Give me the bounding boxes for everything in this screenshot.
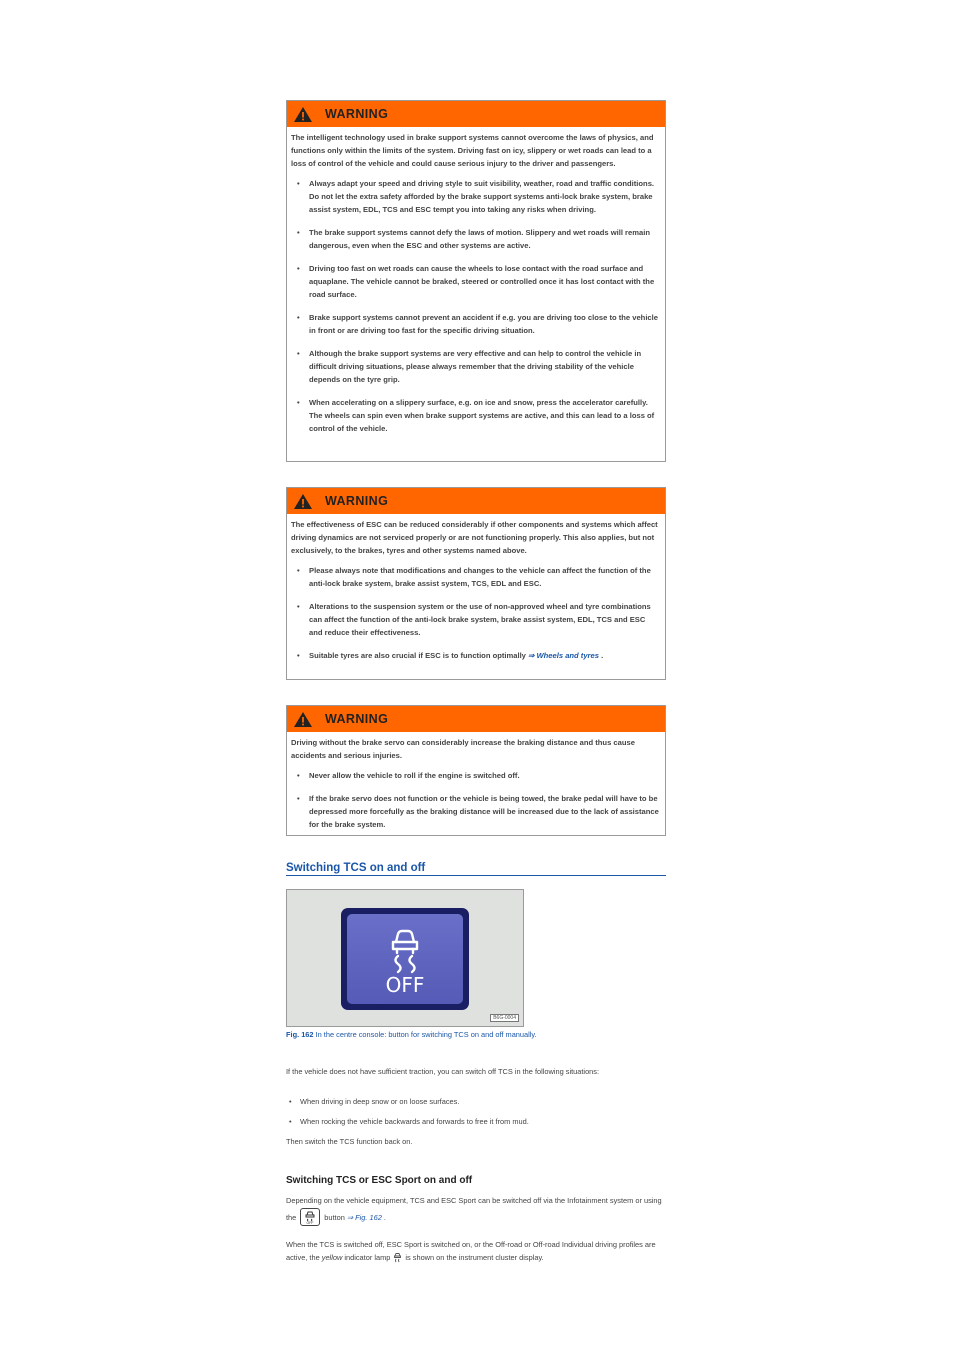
subsection-title: Switching TCS or ESC Sport on and off bbox=[286, 1175, 473, 1186]
warning-intro: The effectiveness of ESC can be reduced considerably if other components and systems which affect driving dynamics are not serviced properly or are not functioning properly. This also applies, but not exclusively, to the brakes, tyres and other systems named above. bbox=[291, 520, 658, 555]
warning-title: WARNING bbox=[325, 712, 389, 726]
warning-header bbox=[287, 488, 665, 514]
list-item: • When rocking the vehicle backwards and forwards to free it from mud. bbox=[300, 1117, 529, 1126]
list-item: • Please always note that modifications and changes to the vehicle can affect the function of the anti-lock brake system, brake assist system, TCS, EDL and ESC. bbox=[291, 564, 659, 590]
warning-box-2 bbox=[286, 487, 666, 680]
tcs-button-icon bbox=[300, 1208, 320, 1226]
paragraph-text: Depending on the vehicle equipment, TCS and ESC Sport can be switched off via the Infotainment system or using the bbox=[286, 1196, 662, 1222]
warning-header bbox=[287, 706, 665, 732]
warning-intro: The intelligent technology used in brake support systems cannot overcome the laws of physics, and functions only within the limits of the system. Driving fast on icy, slippery or wet roads can lead to a loss of control of the vehicle and could cause serious injury to the driver and passengers. bbox=[291, 133, 654, 168]
paragraph-text: button bbox=[324, 1213, 345, 1222]
list-item: • Always adapt your speed and driving style to suit visibility, weather, road and traffic conditions. Do not let the extra safety afforded by the brake support systems anti-lock brake system, brake assist system, EDL, TCS and ESC tempt you into taking any risks when driving. bbox=[291, 177, 659, 216]
paragraph-text: When the TCS is switched off, ESC Sport is switched on, or the Off-road or Off-road Individual driving profiles are active, the bbox=[286, 1240, 656, 1262]
list-item: • Driving too fast on wet roads can cause the wheels to lose contact with the road surface and aquaplane. The vehicle cannot be braked, steered or controlled once it has lost contact with the road surface. bbox=[291, 262, 659, 301]
image-code: B6G-0004 bbox=[490, 1014, 519, 1022]
warning-header bbox=[287, 101, 665, 127]
subsection-paragraph-2 bbox=[286, 1238, 666, 1264]
list-item: • If the brake servo does not function or the vehicle is being towed, the brake pedal will have to be depressed more forcefully as the braking distance will be increased due to the lack of assistance for the brake system. bbox=[291, 792, 659, 831]
figure-162 bbox=[286, 889, 524, 1027]
list-item-end: . bbox=[601, 651, 604, 660]
section-title: Switching TCS on and off bbox=[286, 862, 666, 876]
warning-box-3 bbox=[286, 705, 666, 836]
warning-triangle-icon bbox=[293, 492, 315, 510]
svg-text:OFF: OFF bbox=[306, 1221, 314, 1226]
warning-triangle-icon bbox=[293, 105, 315, 123]
warning-triangle-icon bbox=[293, 710, 315, 728]
tcs-off-icon bbox=[347, 914, 463, 1004]
wheels-and-tyres-link[interactable]: ⇒ Wheels and tyres bbox=[528, 651, 599, 660]
yellow-word: yellow bbox=[321, 1253, 343, 1262]
warning-title: WARNING bbox=[325, 494, 389, 508]
caption-text: In the centre console: button for switching TCS on and off manually. bbox=[315, 1030, 537, 1039]
list-item: • The brake support systems cannot defy the laws of motion. Slippery and wet roads will remain dangerous, even when the ESC and other systems are active. bbox=[291, 226, 659, 252]
paragraph-text: indicator lamp bbox=[344, 1253, 391, 1262]
list-item: • Alterations to the suspension system or the use of non-approved wheel and tyre combinations can affect the function of the anti-lock brake system, brake assist system, EDL, TCS and ESC and reduce their effectiveness. bbox=[291, 600, 659, 639]
section-intro: If the vehicle does not have sufficient traction, you can switch off TCS in the following situations: bbox=[286, 1067, 600, 1076]
subsection-paragraph-1 bbox=[286, 1192, 666, 1227]
list-item: • Never allow the vehicle to roll if the engine is switched off. bbox=[291, 769, 659, 782]
fig-162-link[interactable]: ⇒ Fig. 162 bbox=[346, 1213, 382, 1222]
caption-label: Fig. 162 bbox=[286, 1030, 314, 1039]
list-item: • Although the brake support systems are very effective and can help to control the vehicle in difficult driving situations, please always remember that the driving stability of the vehicle depends on the tyre grip. bbox=[291, 347, 659, 386]
svg-text:OFF: OFF bbox=[385, 973, 425, 997]
warning-intro: Driving without the brake servo can considerably increase the braking distance and thus cause accidents and serious injuries. bbox=[291, 738, 635, 760]
tcs-indicator-lamp-icon bbox=[393, 1252, 402, 1264]
list-item-text: Suitable tyres are also crucial if ESC is to function optimally bbox=[309, 651, 526, 660]
warning-title: WARNING bbox=[325, 107, 389, 121]
list-item bbox=[291, 649, 659, 662]
paragraph-text: is shown on the instrument cluster display. bbox=[405, 1253, 544, 1262]
tcs-off-button-illustration bbox=[341, 908, 469, 1010]
figure-caption bbox=[286, 1030, 537, 1039]
section-after: Then switch the TCS function back on. bbox=[286, 1137, 413, 1146]
paragraph-text: . bbox=[383, 1213, 386, 1222]
list-item: • When accelerating on a slippery surface, e.g. on ice and snow, press the accelerator carefully. The wheels can spin even when brake support systems are active, and this can lead to a loss of control of the vehicle. bbox=[291, 396, 659, 435]
list-item: • Brake support systems cannot prevent an accident if e.g. you are driving too close to the vehicle in front or are driving too fast for the specific driving situation. bbox=[291, 311, 659, 337]
list-item: • When driving in deep snow or on loose surfaces. bbox=[300, 1097, 459, 1106]
warning-box-1 bbox=[286, 100, 666, 462]
